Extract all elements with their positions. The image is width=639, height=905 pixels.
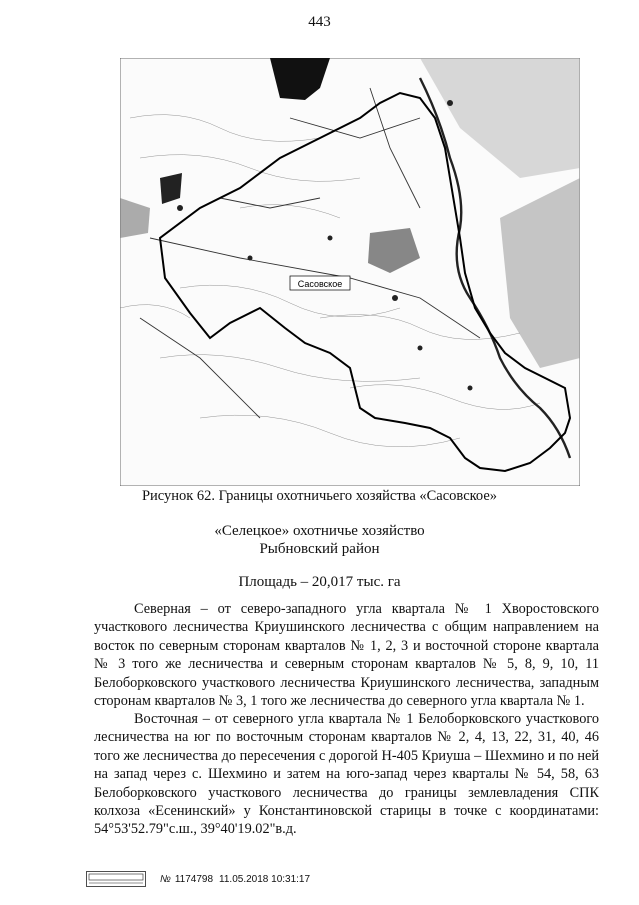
doc-number: 1174798 [174,873,214,885]
page-number: 443 [308,14,331,30]
paragraph-north-boundary: Северная – от северо-западного угла квартала № 1 Хворостовского участкового лесничества Криушинского лесничества с общим направлением на восток по северным сторонам кварталов № 1, 2, 3 и восточной стороне квартала № 3 того же лесничества и северным сторонам кварталов № 5, 8, 9, 10, 11 Белоборковского участкового лесничества Криушинского лесничества, западным сторонам кварталов № 3, 1 того же лесничества до северного угла квартала № 1. [94,601,599,710]
map-label-sasovskoe: Сасовское [297,279,343,289]
figure-caption: Рисунок 62. Границы охотничьего хозяйства «Сасовское» [141,488,498,504]
stamp-icon [86,871,146,887]
map-figure [120,58,580,486]
hunting-ground-map [120,58,580,486]
doc-timestamp: 11.05.2018 10:31:17 [219,873,311,885]
section-district: Рыбновский район [259,541,380,557]
section-area: Площадь – 20,017 тыс. га [238,574,401,590]
paragraph-east-boundary: Восточная – от северного угла квартала № 1 Белоборковского участкового лесничества на юг по восточным сторонам кварталов № 2, 4, 13, 22, 31, 40, 46 того же лесничества до пересечения с дорогой Н-405 Криуша – Шехмино и по ней на запад через с. Шехмино и затем на юго-запад через кварталы № 54, 58, 63 Белоборковского участкового лесничества до границы землевладения СПК колхоза «Есенинский» у Константиновской старицы в точке с координатами: 54°53'52.79"с.ш., 39°40'19.02"в.д. [94,711,599,838]
footer [86,869,310,889]
doc-number-prefix: № [160,873,171,885]
section-title: «Селецкое» охотничье хозяйство [214,523,425,539]
